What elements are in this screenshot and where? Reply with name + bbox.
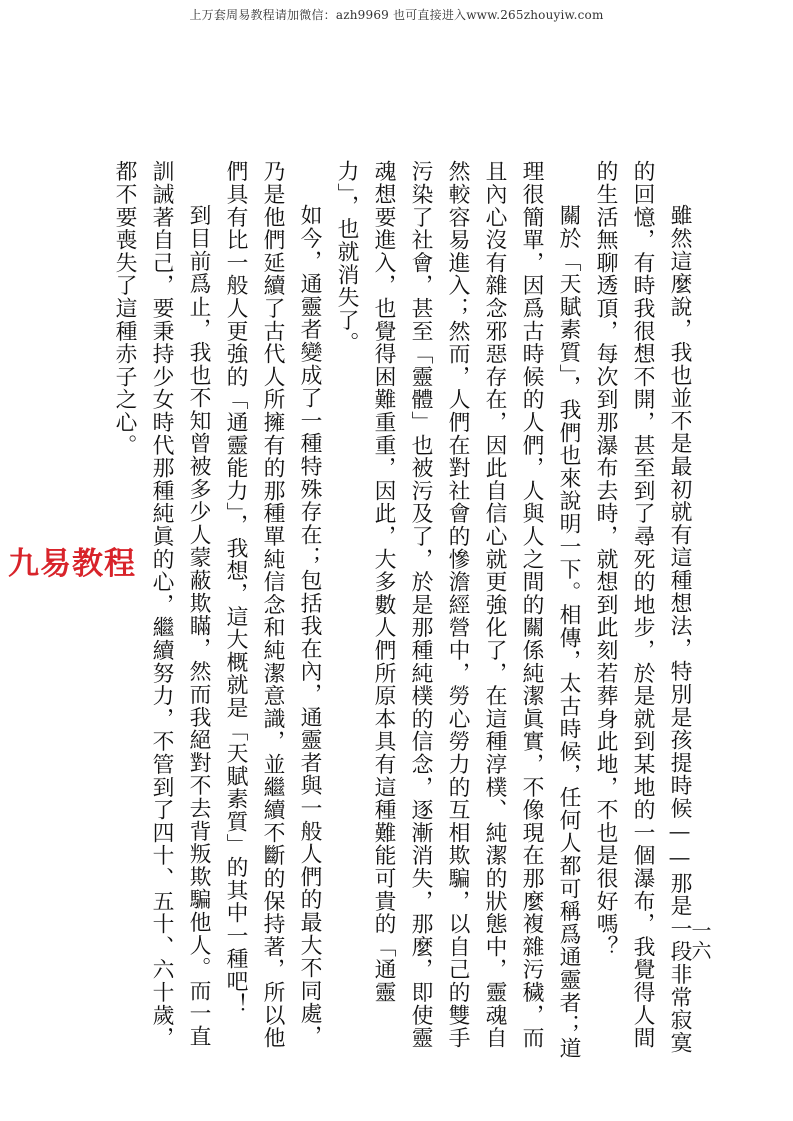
paragraph: 關於「天賦素質」，我們也來說明一下。相傳，太古時候，任何人都可稱爲通靈者；道理很簡單，因爲古時候的人們，人與人之間的關係純潔眞實，不像現在那麼複雜污穢，而且內心沒有雜念邪惡存在，因此自信心就更強化了，在這種淳樸、純潔的狀態中，靈魂自然較容易進入；然而，人們在對社會的慘澹經營中，勞心勞力的互相欺騙，以自己的雙手污染了社會，甚至「靈體」也被污及了，於是那種純樸的信念，逐漸消失，那麼，即使靈魂想要進入，也覺得困難重重，因此，大多數人們所原本具有這種難能可貴的「通靈力」，也就消失了。	[334, 160, 581, 1060]
page-header-banner: 上万套周易教程请加微信：azh9969 也可直接进入www.265zhouyiw.com	[189, 8, 604, 22]
paragraph: 如今，通靈者變成了一種特殊存在；包括我在內，通靈者與一般人們的最大不同處，乃是他們延續了古代人所擁有的那種單純信念和純潔意識，並繼續不斷的保持著，所以他們具有比一般人更強的「通靈能力」，我想，這大概就是「天賦素質」的其中一種吧！	[223, 160, 322, 1050]
paragraph: 雖然這麼說，我也並不是最初就有這種想法，特別是孩提時候——那是一段非常寂寞的回憶，有時我很想不開，甚至到了尋死的地步，於是就到某地的一個瀑布，我覺得人間的生活無聊透頂，每次到那瀑布去時，就想到此刻若葬身此地，不也是很好嗎？	[593, 160, 692, 1054]
watermark-logo: 九易教程	[8, 546, 136, 582]
body-text	[108, 160, 698, 1060]
paragraph: 到目前爲止，我也不知曾被多少人蒙蔽欺瞞，然而我絕對不去背叛欺騙他人。而一直訓誡著自己，要秉持少女時代那種純眞的心，繼續努力，不管到了四十、五十、六十歲，都不要喪失了這種赤子之心。	[112, 160, 211, 1050]
page-number: 一六	[688, 920, 712, 960]
